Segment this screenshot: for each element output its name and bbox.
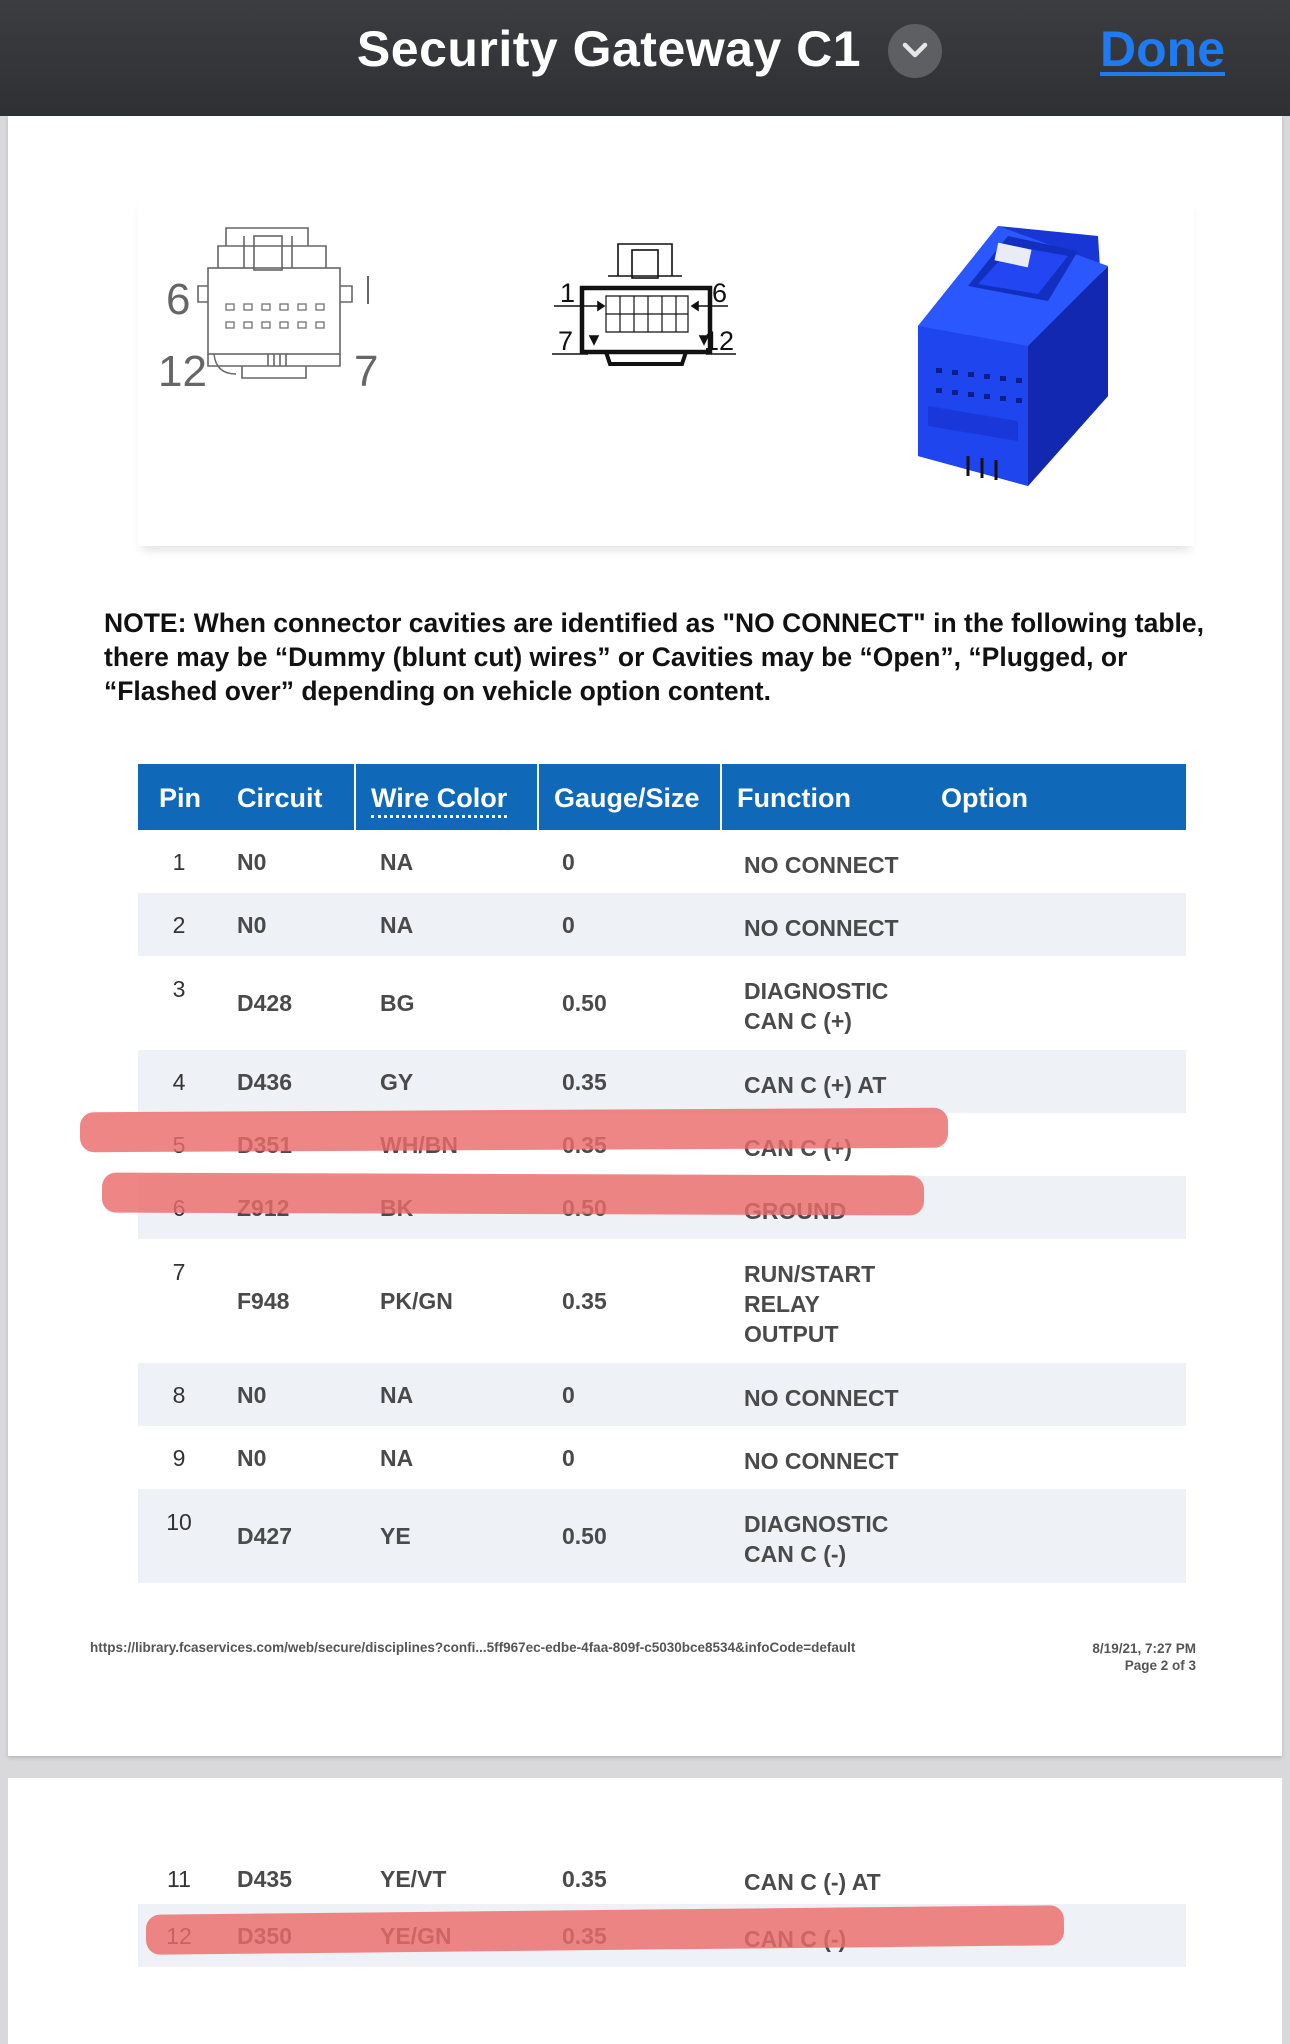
pin-cell: 4 [172, 1069, 186, 1095]
pin-cell: 3 [172, 976, 186, 1002]
chevron-down-icon [902, 41, 928, 61]
gauge-cell: 0 [562, 1445, 575, 1471]
wire-color-cell: BG [380, 990, 415, 1016]
pinout-label: 7 [558, 326, 574, 356]
function-cell [744, 1867, 881, 1897]
circuit-cell: D436 [237, 1069, 292, 1095]
table-header [138, 764, 1186, 830]
highlighter-mark [102, 1173, 924, 1216]
header-gauge: Gauge/Size [554, 783, 700, 813]
wire-color-cell: PK/GN [380, 1288, 453, 1314]
gauge-cell: 0.35 [562, 1288, 607, 1314]
connector-diagram-panel [138, 196, 1194, 546]
diagram-label: 12 [158, 347, 207, 396]
function-line: NO CONNECT [744, 1385, 899, 1411]
table-body-continued [138, 1854, 1186, 1967]
pin-cell: 9 [172, 1445, 186, 1471]
circuit-cell: F948 [237, 1288, 290, 1314]
gauge-cell: 0.50 [562, 1523, 607, 1549]
page-title: Security Gateway C1 [356, 21, 862, 77]
function-line: DIAGNOSTIC [744, 1511, 889, 1537]
gauge-cell: 0.35 [562, 1866, 607, 1892]
wire-color-cell: NA [380, 849, 414, 875]
function-line: CAN C (+) AT [744, 1072, 887, 1098]
gauge-cell: 0.50 [562, 990, 607, 1016]
table-row [138, 1426, 1186, 1489]
document-page-2 [8, 116, 1282, 1756]
function-cell [744, 1509, 888, 1569]
table-row [138, 1854, 1186, 1904]
function-line: DIAGNOSTIC [744, 978, 889, 1004]
function-line: NO CONNECT [744, 1448, 899, 1474]
circuit-cell: D428 [237, 990, 292, 1016]
circuit-cell: N0 [237, 1445, 267, 1471]
pin-cell: 2 [172, 912, 186, 938]
function-cell [744, 1383, 899, 1413]
function-line: RELAY [744, 1291, 820, 1317]
wire-color-cell: NA [380, 1445, 414, 1471]
pinout-label: 12 [704, 326, 735, 356]
diagram-label: 7 [354, 347, 379, 396]
function-cell [744, 1070, 886, 1100]
table-row [138, 956, 1186, 1050]
function-line: NO CONNECT [744, 852, 899, 878]
function-cell [744, 1259, 875, 1349]
wire-color-cell: YE/VT [380, 1866, 447, 1892]
circuit-cell: D435 [237, 1866, 292, 1892]
function-line: NO CONNECT [744, 915, 899, 941]
pin-cell: 11 [167, 1866, 191, 1892]
gauge-cell: 0 [562, 912, 575, 938]
function-cell [744, 1446, 899, 1476]
table-row [138, 1363, 1186, 1426]
table-row [138, 830, 1186, 893]
pinout-table-continued [138, 1854, 1186, 1967]
header-circuit: Circuit [237, 783, 323, 813]
note-text: NOTE: When connector cavities are identified as "NO CONNECT" in the following table, there may be “Dummy (blunt cut) wires” or Cavities may be “Open”, “Plugged, or “Flashed over” depending on vehicle option content. [104, 608, 1204, 706]
function-line: CAN C (-) AT [744, 1869, 881, 1895]
wire-color-cell: NA [380, 912, 414, 938]
function-line: CAN C (-) [744, 1541, 847, 1567]
footer-url: https://library.fcaservices.com/web/secure/disciplines?confi...5ff967ec-edbe-4faa-809f-c5030bce8534&infoCode=default [90, 1640, 856, 1655]
pinout-label: 6 [712, 278, 728, 308]
document-page-3 [8, 1778, 1282, 2044]
function-cell [744, 850, 899, 880]
circuit-cell: N0 [237, 912, 267, 938]
footer-date-page [1092, 1640, 1196, 1674]
nav-bar [0, 0, 1290, 116]
circuit-cell: D427 [237, 1523, 292, 1549]
table-row [138, 1239, 1186, 1363]
function-line: OUTPUT [744, 1321, 839, 1347]
header-wire-color: Wire Color [371, 783, 507, 818]
table-row [138, 893, 1186, 956]
gauge-cell: 0.35 [562, 1069, 607, 1095]
table-row [138, 1050, 1186, 1113]
wire-color-cell: YE [380, 1523, 411, 1549]
function-line: CAN C (+) [744, 1008, 852, 1034]
gauge-cell: 0 [562, 1382, 575, 1408]
function-cell [744, 913, 899, 943]
header-function: Function [737, 783, 851, 813]
pinout-table [138, 764, 1186, 1613]
pin-cell: 10 [166, 1509, 192, 1535]
table-body [138, 830, 1186, 1583]
diagram-label: 6 [166, 275, 191, 324]
pinout-label: 1 [560, 278, 576, 308]
title-menu-button[interactable] [888, 24, 942, 78]
gauge-cell: 0 [562, 849, 575, 875]
header-pin: Pin [159, 783, 202, 813]
done-button[interactable]: Done [1100, 21, 1225, 77]
pin-cell: 7 [172, 1259, 186, 1285]
function-cell [744, 976, 888, 1036]
function-line: RUN/START [744, 1261, 876, 1287]
connector-pinout-drawing [548, 236, 748, 376]
circuit-cell: N0 [237, 849, 267, 875]
wire-color-cell: NA [380, 1382, 414, 1408]
highlighter-mark [80, 1108, 948, 1153]
footer-page: Page 2 of 3 [1124, 1658, 1196, 1673]
connector-front-view-drawing [158, 206, 418, 396]
wire-color-cell: GY [380, 1069, 414, 1095]
pin-cell: 1 [172, 849, 186, 875]
header-option: Option [941, 783, 1028, 813]
table-row [138, 1489, 1186, 1583]
circuit-cell: N0 [237, 1382, 267, 1408]
footer-date: 8/19/21, 7:27 PM [1092, 1641, 1196, 1656]
connector-3d-render [878, 206, 1148, 506]
pin-cell: 8 [172, 1382, 186, 1408]
